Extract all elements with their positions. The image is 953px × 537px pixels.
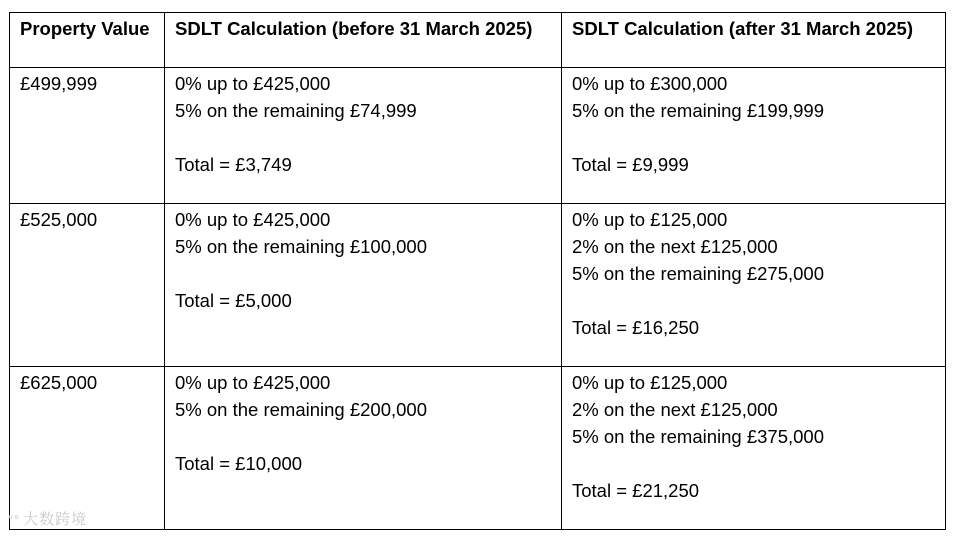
sdlt-after-cell (562, 68, 946, 204)
total-line: Total = £10,000 (175, 453, 303, 474)
calc-line: 5% on the remaining £199,999 (572, 100, 824, 121)
property-value-cell: £499,999 (10, 68, 165, 204)
sdlt-comparison-table (9, 12, 946, 530)
calc-line: 5% on the remaining £100,000 (175, 236, 427, 257)
calc-line: 2% on the next £125,000 (572, 399, 778, 420)
calc-line: 0% up to £425,000 (175, 372, 331, 393)
table-row (10, 204, 946, 367)
calc-line: 5% on the remaining £275,000 (572, 263, 824, 284)
header-property-value: Property Value (10, 13, 165, 68)
sdlt-after-cell (562, 204, 946, 367)
calc-line: 0% up to £125,000 (572, 372, 728, 393)
blank-line (572, 124, 937, 151)
total-line: Total = £5,000 (175, 290, 292, 311)
header-sdlt-before: SDLT Calculation (before 31 March 2025) (165, 13, 562, 68)
watermark-logo-icon: ᐡᐤ (8, 513, 21, 528)
blank-line (175, 423, 553, 450)
calc-line: 5% on the remaining £200,000 (175, 399, 427, 420)
calc-line: 0% up to £125,000 (572, 209, 728, 230)
sdlt-before-cell (165, 68, 562, 204)
sdlt-after-cell (562, 367, 946, 530)
calc-line: 5% on the remaining £74,999 (175, 100, 417, 121)
blank-line (175, 124, 553, 151)
total-line: Total = £9,999 (572, 154, 689, 175)
sdlt-before-cell (165, 204, 562, 367)
blank-line (175, 260, 553, 287)
calc-line: 0% up to £300,000 (572, 73, 728, 94)
watermark (8, 508, 87, 529)
calc-line: 0% up to £425,000 (175, 73, 331, 94)
calc-line: 0% up to £425,000 (175, 209, 331, 230)
total-line: Total = £16,250 (572, 317, 700, 338)
blank-line (572, 450, 937, 477)
calc-line: 2% on the next £125,000 (572, 236, 778, 257)
property-value-cell: £525,000 (10, 204, 165, 367)
table-row (10, 68, 946, 204)
sdlt-before-cell (165, 367, 562, 530)
property-value-cell: £625,000 (10, 367, 165, 530)
total-line: Total = £3,749 (175, 154, 292, 175)
watermark-text: 大数跨境 (23, 510, 88, 528)
total-line: Total = £21,250 (572, 480, 700, 501)
table-row (10, 367, 946, 530)
blank-line (572, 287, 937, 314)
calc-line: 5% on the remaining £375,000 (572, 426, 824, 447)
header-sdlt-after: SDLT Calculation (after 31 March 2025) (562, 13, 946, 68)
table-header-row (10, 13, 946, 68)
